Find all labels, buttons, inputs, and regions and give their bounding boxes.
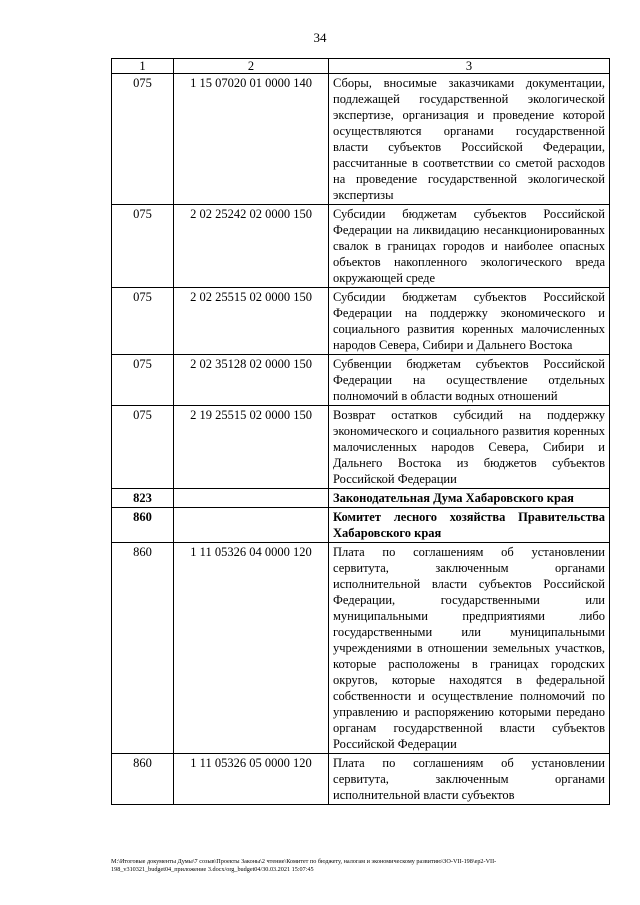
income-name-cell: Субвенции бюджетам субъектов Российской Федерации на осуществление отдельных полномочий в области водных отношений: [329, 355, 610, 406]
admin-code-cell: 860: [112, 543, 174, 754]
table-header-row: [112, 59, 610, 74]
admin-code-cell: 075: [112, 355, 174, 406]
income-name-cell: Плата по соглашениям об установлении сервитута, заключенным органами исполнительной власти субъектов Российской Федерации, государственными или муниципальными предприятиями либо государственными или муниципальными учреждениями в отношении земельных участков, которые расположены в границах городских округов, которые находятся в федеральной собственности и осуществление полномочий по управлению и распоряжению которыми передано органам государственной власти субъектов Российской Федерации: [329, 543, 610, 754]
income-name-cell: Комитет лесного хозяйства Правительства Хабаровского края: [329, 508, 610, 543]
income-name-cell: Возврат остатков субсидий на поддержку экономического и социального развития коренных малочисленных народов Севера, Сибири и Дальнего Востока из бюджетов субъектов Российской Федерации: [329, 406, 610, 489]
income-name-cell: Субсидии бюджетам субъектов Российской Федерации на поддержку экономического и социального развития коренных малочисленных народов Севера, Сибири и Дальнего Востока: [329, 288, 610, 355]
income-code-cell: [174, 489, 329, 508]
table-row: [112, 508, 610, 543]
footer-path-line: M:\Итоговые документы Думы\7 созыв\Проекты Законы\2 чтение\Комитет по бюджету, налогам и экономическому развитию\ЗО-VII-198\ep2-VII-: [111, 858, 497, 865]
admin-code-cell: 860: [112, 508, 174, 543]
income-name-cell: Субсидии бюджетам субъектов Российской Федерации на ликвидацию несанкционированных свалок в границах городов и наиболее опасных объектов накопленного экологического вреда окружающей среде: [329, 205, 610, 288]
document-footer: [111, 858, 611, 874]
table-row: [112, 288, 610, 355]
column-header: 2: [174, 59, 329, 74]
admin-code-cell: 860: [112, 754, 174, 805]
income-code-cell: 2 02 25242 02 0000 150: [174, 205, 329, 288]
page-number: 34: [313, 30, 327, 45]
table-row: [112, 74, 610, 205]
admin-code-cell: 075: [112, 74, 174, 205]
column-header: 3: [329, 59, 610, 74]
income-code-cell: 2 02 35128 02 0000 150: [174, 355, 329, 406]
admin-code-cell: 823: [112, 489, 174, 508]
income-code-cell: [174, 508, 329, 543]
income-code-cell: 1 11 05326 05 0000 120: [174, 754, 329, 805]
income-name-cell: Плата по соглашениям об установлении сервитута, заключенным органами исполнительной власти субъектов: [329, 754, 610, 805]
table-row: [112, 754, 610, 805]
income-name-cell: Сборы, вносимые заказчиками документации, подлежащей государственной экологической экспертизе, организация и проведение которой осуществляются органами государственной власти субъектов Российской Федерации, рассчитанные в соответствии со сметой расходов на проведение государственной экологической экспертизы: [329, 74, 610, 205]
income-code-cell: 2 02 25515 02 0000 150: [174, 288, 329, 355]
footer-path-line: 198_v310321_budget04_приложение 3.docx/org_budget04/30.03.2021 15:07:45: [111, 866, 314, 873]
admin-code-cell: 075: [112, 205, 174, 288]
table-row: [112, 406, 610, 489]
table-row: [112, 205, 610, 288]
income-code-cell: 1 11 05326 04 0000 120: [174, 543, 329, 754]
table-row: [112, 489, 610, 508]
income-name-cell: Законодательная Дума Хабаровского края: [329, 489, 610, 508]
column-header: 1: [112, 59, 174, 74]
admin-code-cell: 075: [112, 406, 174, 489]
budget-classification-table: [111, 58, 610, 805]
admin-code-cell: 075: [112, 288, 174, 355]
income-code-cell: 1 15 07020 01 0000 140: [174, 74, 329, 205]
income-code-cell: 2 19 25515 02 0000 150: [174, 406, 329, 489]
table-row: [112, 355, 610, 406]
table-row: [112, 543, 610, 754]
